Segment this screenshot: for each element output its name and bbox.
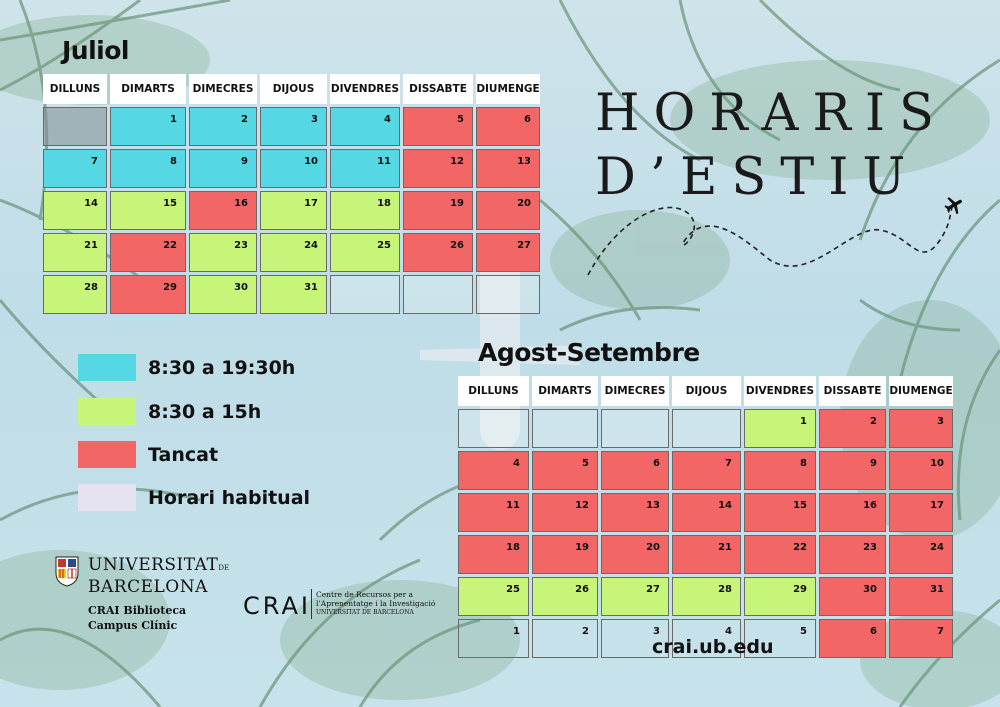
weekday-header: DIMECRES (189, 74, 257, 104)
legend-swatch (78, 441, 136, 468)
calendar-day (672, 409, 741, 448)
calendar-day: 29 (110, 275, 186, 314)
calendar-day: 7 (889, 619, 953, 658)
calendar-day: 7 (43, 149, 107, 188)
calendar-day: 5 (532, 451, 598, 490)
ub-name-line1: UNIVERSITAT (88, 555, 219, 575)
calendar-day: 21 (43, 233, 107, 272)
calendar-day (601, 409, 669, 448)
calendar-day: 18 (330, 191, 400, 230)
calendar-day: 15 (110, 191, 186, 230)
weekday-header: DIUMENGE (889, 376, 953, 406)
july-calendar (43, 74, 540, 314)
calendar-day: 11 (458, 493, 529, 532)
calendar-day: 21 (672, 535, 741, 574)
crai-logo: CRAI (243, 592, 311, 620)
calendar-day: 18 (458, 535, 529, 574)
legend-item-red (78, 441, 218, 468)
calendar-day: 11 (330, 149, 400, 188)
august-title: Agost-Setembre (478, 338, 700, 367)
calendar-day (458, 409, 529, 448)
legend-label: 8:30 a 19:30h (148, 356, 296, 379)
ub-sub-line1: CRAI Biblioteca (88, 604, 187, 617)
july-title: Juliol (62, 36, 129, 65)
ub-sub-line2: Campus Clínic (88, 619, 178, 632)
legend-item-lavender (78, 484, 310, 511)
crai-line1: Centre de Recursos per a (316, 590, 414, 599)
weekday-header: DILLUNS (458, 376, 529, 406)
calendar-day: 29 (744, 577, 816, 616)
calendar-day: 3 (601, 619, 669, 658)
calendar-day: 16 (189, 191, 257, 230)
calendar-day: 12 (403, 149, 473, 188)
august-calendar (458, 376, 953, 658)
calendar-day: 19 (532, 535, 598, 574)
weekday-header: DIJOUS (260, 74, 327, 104)
calendar-day: 1 (458, 619, 529, 658)
calendar-day: 2 (532, 619, 598, 658)
calendar-day: 4 (330, 107, 400, 146)
calendar-day: 14 (672, 493, 741, 532)
calendar-day: 23 (819, 535, 886, 574)
calendar-day (403, 275, 473, 314)
calendar-day (476, 275, 540, 314)
calendar-day: 17 (889, 493, 953, 532)
calendar-day: 13 (601, 493, 669, 532)
crai-line2: l’Aprenentatge i la Investigació (316, 599, 436, 608)
weekday-header: DILLUNS (43, 74, 107, 104)
calendar-day: 30 (189, 275, 257, 314)
calendar-day: 10 (260, 149, 327, 188)
calendar-day: 10 (889, 451, 953, 490)
calendar-day: 22 (110, 233, 186, 272)
legend-item-blue (78, 354, 295, 381)
legend-swatch (78, 354, 136, 381)
calendar-day: 22 (744, 535, 816, 574)
ub-name (88, 556, 229, 597)
calendar-day: 15 (744, 493, 816, 532)
calendar-day: 27 (601, 577, 669, 616)
calendar-day: 6 (819, 619, 886, 658)
weekday-header: DISSABTE (819, 376, 886, 406)
legend-swatch (78, 398, 136, 425)
calendar-day: 30 (819, 577, 886, 616)
calendar-day: 16 (819, 493, 886, 532)
calendar-day: 5 (744, 619, 816, 658)
calendar-day: 6 (476, 107, 540, 146)
calendar-day: 19 (403, 191, 473, 230)
calendar-day: 24 (889, 535, 953, 574)
calendar-day: 12 (532, 493, 598, 532)
calendar-day: 27 (476, 233, 540, 272)
legend-item-green (78, 398, 261, 425)
calendar-day: 7 (672, 451, 741, 490)
weekday-header: DIVENDRES (330, 74, 400, 104)
crai-separator (311, 589, 312, 619)
calendar-day: 1 (744, 409, 816, 448)
calendar-day: 14 (43, 191, 107, 230)
calendar-day: 1 (110, 107, 186, 146)
calendar-day: 3 (260, 107, 327, 146)
calendar-day: 24 (260, 233, 327, 272)
calendar-day: 9 (189, 149, 257, 188)
calendar-day: 23 (189, 233, 257, 272)
ub-shield-icon (54, 555, 80, 587)
calendar-day: 13 (476, 149, 540, 188)
calendar-day: 20 (601, 535, 669, 574)
calendar-day (43, 107, 107, 146)
calendar-day: 25 (330, 233, 400, 272)
ub-subtitle (88, 603, 186, 633)
title-line-2: D’ESTIU (595, 148, 920, 207)
calendar-day: 9 (819, 451, 886, 490)
airplane-icon (940, 192, 966, 218)
weekday-header: DIMARTS (532, 376, 598, 406)
calendar-day: 6 (601, 451, 669, 490)
calendar-day: 3 (889, 409, 953, 448)
calendar-day: 8 (744, 451, 816, 490)
calendar-day: 26 (403, 233, 473, 272)
calendar-day (532, 409, 598, 448)
weekday-header: DISSABTE (403, 74, 473, 104)
ub-name-line2: BARCELONA (88, 577, 208, 597)
calendar-day: 2 (819, 409, 886, 448)
calendar-day: 31 (889, 577, 953, 616)
flight-path (580, 185, 970, 295)
calendar-day: 28 (672, 577, 741, 616)
site-url[interactable]: crai.ub.edu (652, 636, 774, 658)
legend-label: Tancat (148, 443, 219, 466)
calendar-day: 25 (458, 577, 529, 616)
calendar-day: 20 (476, 191, 540, 230)
title-line-1: HORARIS (595, 84, 948, 143)
legend-label: Horari habitual (148, 486, 311, 509)
crai-description (316, 590, 435, 617)
calendar-day (330, 275, 400, 314)
weekday-header: DIMARTS (110, 74, 186, 104)
weekday-header: DIMECRES (601, 376, 669, 406)
calendar-day: 2 (189, 107, 257, 146)
calendar-day: 4 (458, 451, 529, 490)
calendar-day: 5 (403, 107, 473, 146)
legend-label: 8:30 a 15h (148, 400, 262, 423)
weekday-header: DIUMENGE (476, 74, 540, 104)
ub-name-de: DE (218, 564, 230, 572)
crai-line3: UNIVERSITAT DE BARCELONA (316, 609, 414, 616)
weekday-header: DIJOUS (672, 376, 741, 406)
calendar-day: 17 (260, 191, 327, 230)
calendar-day: 8 (110, 149, 186, 188)
calendar-day: 31 (260, 275, 327, 314)
legend-swatch (78, 484, 136, 511)
calendar-day: 28 (43, 275, 107, 314)
calendar-day: 4 (672, 619, 741, 658)
calendar-day: 26 (532, 577, 598, 616)
weekday-header: DIVENDRES (744, 376, 816, 406)
